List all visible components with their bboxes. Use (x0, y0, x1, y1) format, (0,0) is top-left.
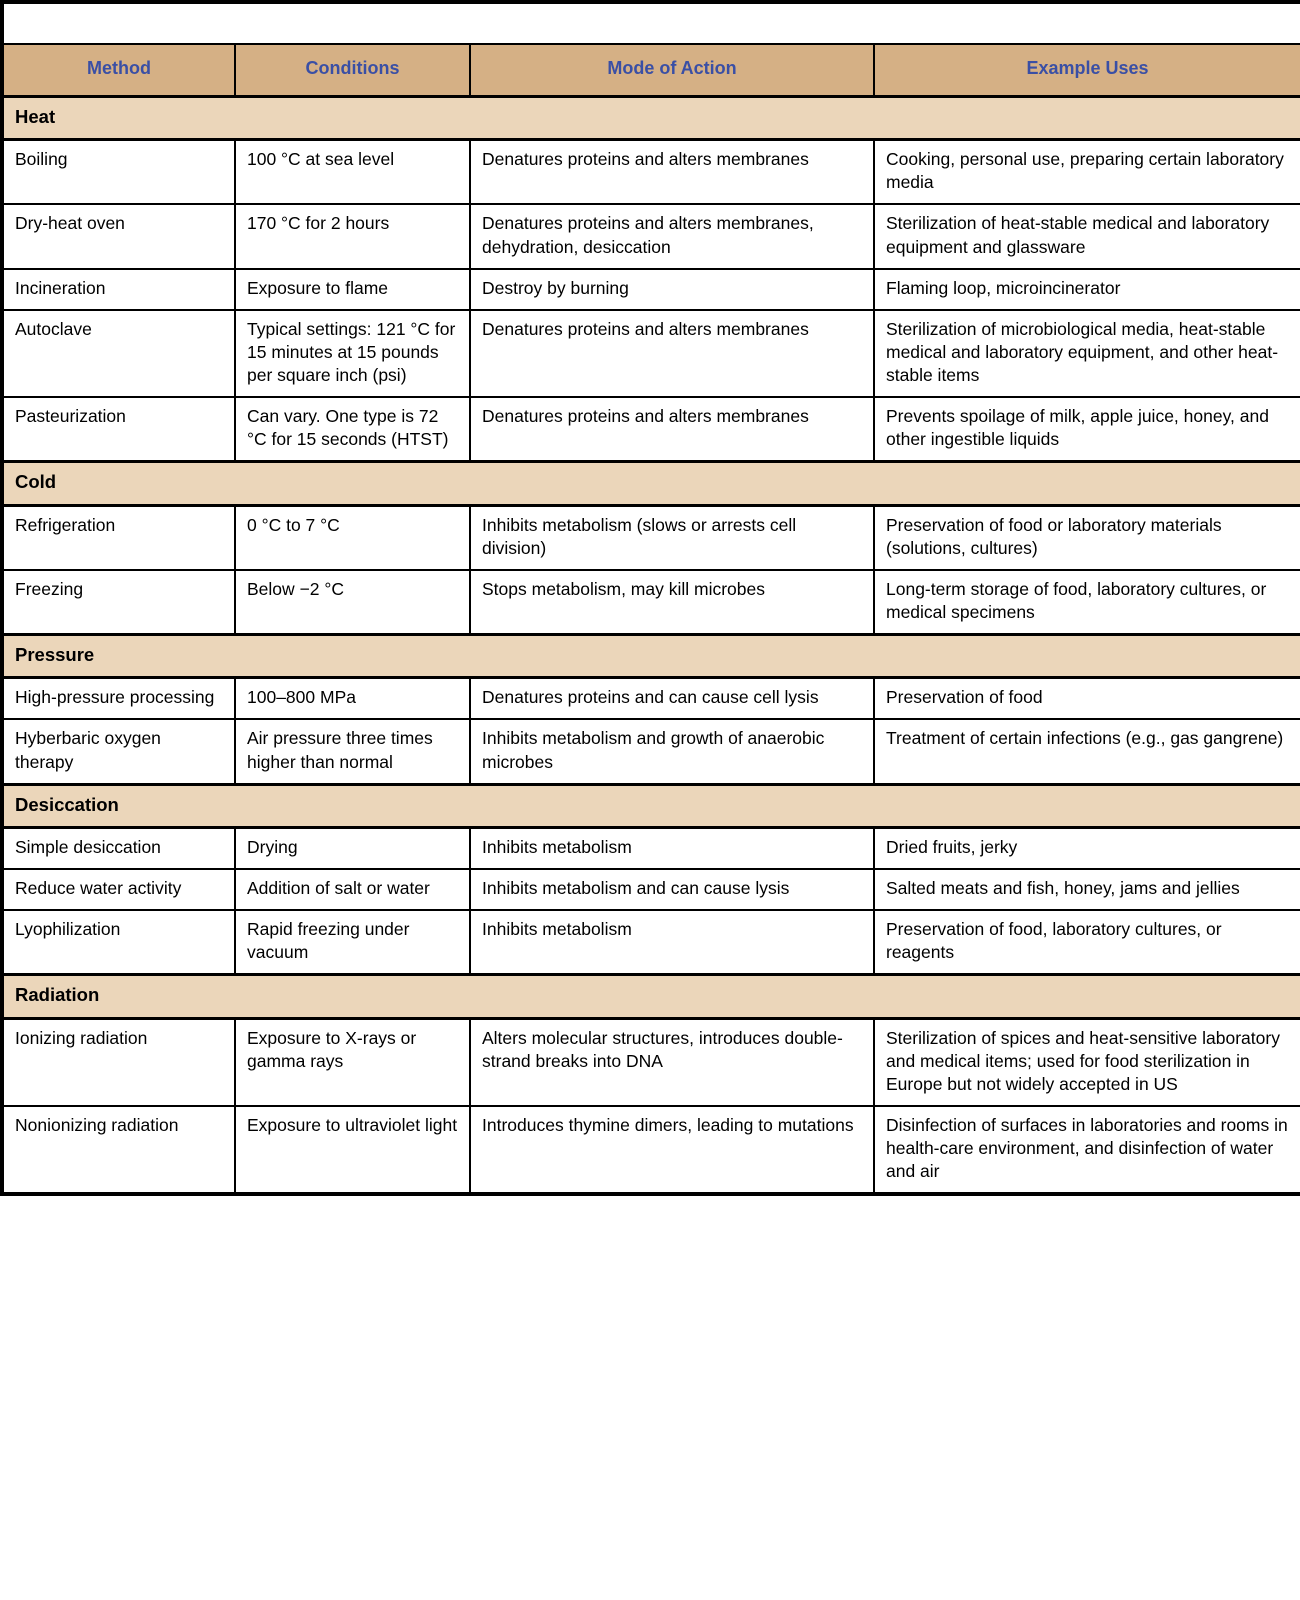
table-row (2, 828, 1300, 870)
column-header-row (2, 44, 1300, 96)
cell-method: Boiling (2, 140, 235, 205)
cell-uses: Salted meats and fish, honey, jams and jellies (874, 869, 1300, 910)
table-row (2, 310, 1300, 397)
cell-mode: Stops metabolism, may kill microbes (470, 570, 874, 635)
cell-conditions: Exposure to X-rays or gamma rays (235, 1018, 470, 1106)
cell-mode: Denatures proteins and alters membranes (470, 310, 874, 397)
table-row (2, 910, 1300, 975)
cell-uses: Sterilization of microbiological media, heat-stable medical and laboratory equipment, and other heat-stable items (874, 310, 1300, 397)
cell-conditions: Can vary. One type is 72 °C for 15 seconds (HTST) (235, 397, 470, 462)
cell-uses: Preservation of food (874, 678, 1300, 720)
cell-conditions: Rapid freezing under vacuum (235, 910, 470, 975)
table-body (2, 96, 1300, 1194)
column-header-mode-of-action: Mode of Action (470, 44, 874, 96)
cell-method: Incineration (2, 269, 235, 310)
cell-conditions: Below −2 °C (235, 570, 470, 635)
cell-method: Autoclave (2, 310, 235, 397)
cell-uses: Treatment of certain infections (e.g., gas gangrene) (874, 719, 1300, 784)
cell-conditions: Exposure to flame (235, 269, 470, 310)
cell-method: Reduce water activity (2, 869, 235, 910)
column-header-conditions: Conditions (235, 44, 470, 96)
cell-uses: Sterilization of spices and heat-sensitive laboratory and medical items; used for food sterilization in Europe but not widely accepted in US (874, 1018, 1300, 1106)
table-row (2, 140, 1300, 205)
cell-mode: Inhibits metabolism and growth of anaerobic microbes (470, 719, 874, 784)
cell-uses: Prevents spoilage of milk, apple juice, honey, and other ingestible liquids (874, 397, 1300, 462)
column-header-method: Method (2, 44, 235, 96)
column-header-example-uses: Example Uses (874, 44, 1300, 96)
cell-conditions: Typical settings: 121 °C for 15 minutes at 15 pounds per square inch (psi) (235, 310, 470, 397)
cell-mode: Inhibits metabolism and can cause lysis (470, 869, 874, 910)
cell-mode: Denatures proteins and alters membranes (470, 140, 874, 205)
cell-mode: Denatures proteins and alters membranes (470, 397, 874, 462)
table-row (2, 269, 1300, 310)
cell-uses: Long-term storage of food, laboratory cultures, or medical specimens (874, 570, 1300, 635)
cell-mode: Denatures proteins and can cause cell lysis (470, 678, 874, 720)
cell-uses: Disinfection of surfaces in laboratories and rooms in health-care environment, and disinfection of water and air (874, 1106, 1300, 1194)
title-row (2, 2, 1300, 44)
section-row (2, 634, 1300, 677)
cell-uses: Flaming loop, microincinerator (874, 269, 1300, 310)
cell-conditions: 170 °C for 2 hours (235, 204, 470, 268)
cell-method: Dry-heat oven (2, 204, 235, 268)
cell-mode: Inhibits metabolism (470, 828, 874, 870)
table-row (2, 1018, 1300, 1106)
cell-mode: Inhibits metabolism (470, 910, 874, 975)
table-row (2, 1106, 1300, 1194)
section-label: Cold (2, 462, 1300, 505)
cell-mode: Inhibits metabolism (slows or arrests cell division) (470, 505, 874, 570)
section-row (2, 975, 1300, 1018)
cell-conditions: 0 °C to 7 °C (235, 505, 470, 570)
table-row (2, 678, 1300, 720)
cell-method: Ionizing radiation (2, 1018, 235, 1106)
table-row (2, 719, 1300, 784)
table-row (2, 397, 1300, 462)
cell-mode: Destroy by burning (470, 269, 874, 310)
cell-conditions: 100 °C at sea level (235, 140, 470, 205)
cell-method: Pasteurization (2, 397, 235, 462)
section-row (2, 462, 1300, 505)
table-row (2, 869, 1300, 910)
cell-method: High-pressure processing (2, 678, 235, 720)
cell-mode: Alters molecular structures, introduces double-strand breaks into DNA (470, 1018, 874, 1106)
cell-method: Freezing (2, 570, 235, 635)
table-row (2, 570, 1300, 635)
cell-uses: Sterilization of heat-stable medical and laboratory equipment and glassware (874, 204, 1300, 268)
table-row (2, 204, 1300, 268)
cell-mode: Denatures proteins and alters membranes, dehydration, desiccation (470, 204, 874, 268)
cell-uses: Preservation of food, laboratory cultures, or reagents (874, 910, 1300, 975)
cell-method: Nonionizing radiation (2, 1106, 235, 1194)
section-label: Pressure (2, 634, 1300, 677)
cell-method: Simple desiccation (2, 828, 235, 870)
section-row (2, 96, 1300, 139)
cell-method: Refrigeration (2, 505, 235, 570)
cell-method: Hyberbaric oxygen therapy (2, 719, 235, 784)
cell-conditions: Drying (235, 828, 470, 870)
cell-uses: Preservation of food or laboratory materials (solutions, cultures) (874, 505, 1300, 570)
cell-conditions: Exposure to ultraviolet light (235, 1106, 470, 1194)
section-label: Desiccation (2, 784, 1300, 827)
section-label: Radiation (2, 975, 1300, 1018)
section-label: Heat (2, 96, 1300, 139)
table-row (2, 505, 1300, 570)
section-row (2, 784, 1300, 827)
cell-method: Lyophilization (2, 910, 235, 975)
table-title: Physical Methods of Control (2, 2, 1300, 44)
cell-conditions: Air pressure three times higher than normal (235, 719, 470, 784)
cell-uses: Cooking, personal use, preparing certain laboratory media (874, 140, 1300, 205)
cell-uses: Dried fruits, jerky (874, 828, 1300, 870)
cell-conditions: Addition of salt or water (235, 869, 470, 910)
cell-conditions: 100–800 MPa (235, 678, 470, 720)
cell-mode: Introduces thymine dimers, leading to mutations (470, 1106, 874, 1194)
